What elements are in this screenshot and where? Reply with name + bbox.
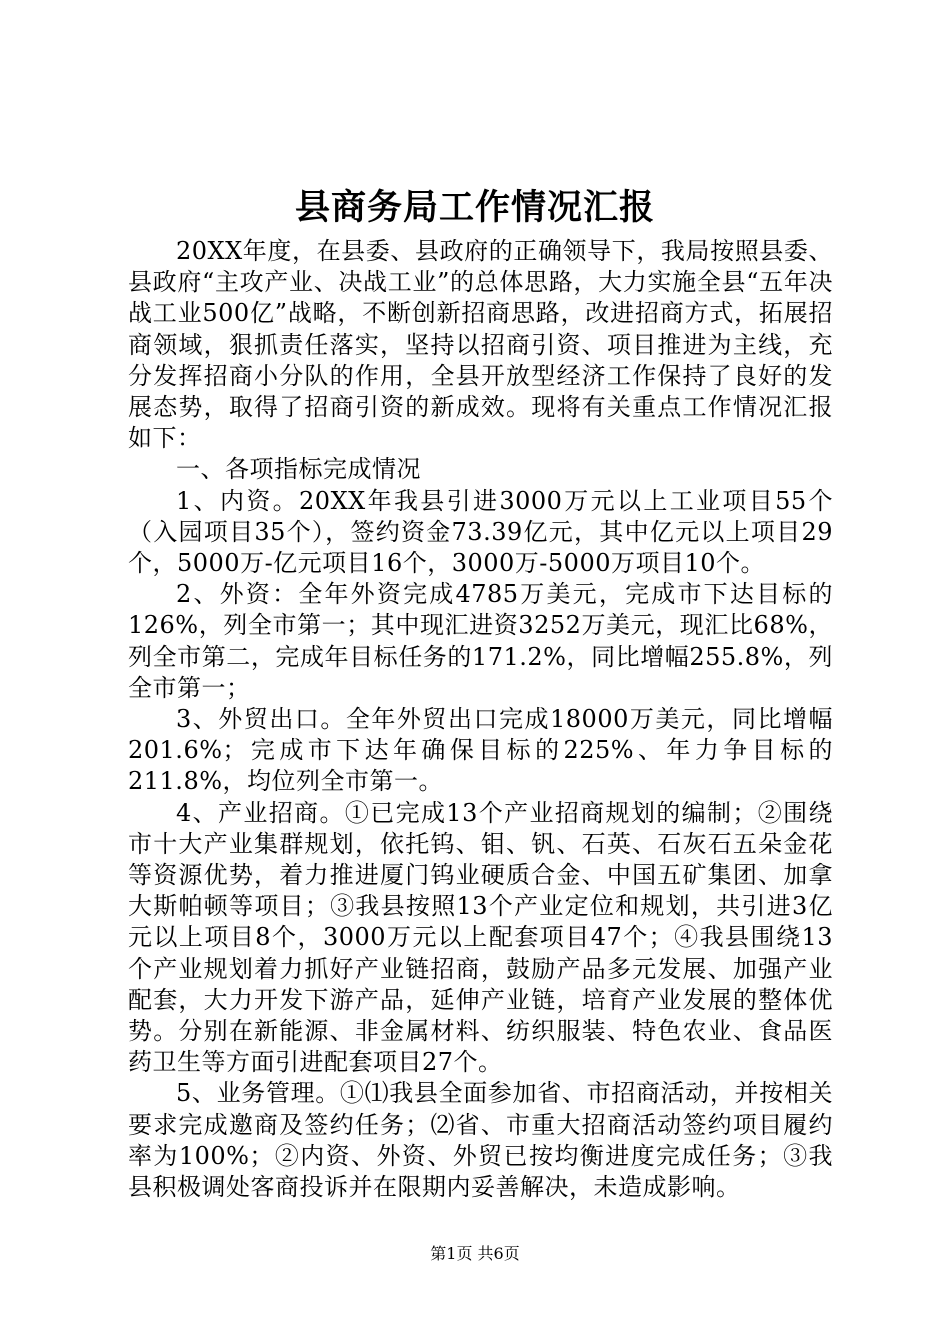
paragraph-foreign-capital: 2、外资：全年外资完成4785万美元，完成市下达目标的126%，列全市第一；其中现汇进资3252万美元，现汇比68%，列全市第二，完成年目标任务的171.2%，同比增幅255.8%，列全市第一； [128,580,833,702]
page-footer: 第1页 共6页 [430,1244,520,1263]
document-body [128,236,833,1203]
document-title: 县商务局工作情况汇报 [294,187,655,228]
paragraph-foreign-trade-export: 3、外贸出口。全年外贸出口完成18000万美元，同比增幅201.6%；完成市下达年确保目标的225%、年力争目标的211.8%，均位列全市第一。 [128,705,833,796]
section-heading: 一、各项指标完成情况 [176,455,421,484]
paragraph-business-management: 5、业务管理。①⑴我县全面参加省、市招商活动，并按相关要求完成邀商及签约任务；⑵省、市重大招商活动签约项目履约率为100%；②内资、外资、外贸已按均衡进度完成任务；③我县积极调处客商投诉并在限期内妥善解决，未造成影响。 [128,1079,833,1202]
intro-paragraph: 20XX年度，在县委、县政府的正确领导下，我局按照县委、县政府“主攻产业、决战工业”的总体思路，大力实施全县“五年决战工业500亿”战略，不断创新招商思路，改进招商方式，拓展招商领域，狠抓责任落实，坚持以招商引资、项目推进为主线，充分发挥招商小分队的作用，全县开放型经济工作保持了良好的发展态势，取得了招商引资的新成效。现将有关重点工作情况汇报如下： [128,237,833,453]
paragraph-domestic-capital: 1、内资。20XX年我县引进3000万元以上工业项目55个（入园项目35个），签约资金73.39亿元，其中亿元以上项目29个，5000万-亿元项目16个，3000万-5000万项目10个。 [128,486,833,578]
paragraph-industry-investment: 4、产业招商。①已完成13个产业招商规划的编制；②围绕市十大产业集群规划，依托钨、钼、钒、石英、石灰石五朵金花等资源优势，着力推进厦门钨业硬质合金、中国五矿集团、加拿大斯帕顿等项目；③我县按照13个产业定位和规划，共引进3亿元以上项目8个，3000万元以上配套项目47个；④我县围绕13个产业规划着力抓好产业链招商，鼓励产品多元发展、加强产业配套，大力开发下游产品，延伸产业链，培育产业发展的整体优势。分别在新能源、非金属材料、纺织服装、特色农业、食品医药卫生等方面引进配套项目27个。 [128,798,833,1077]
